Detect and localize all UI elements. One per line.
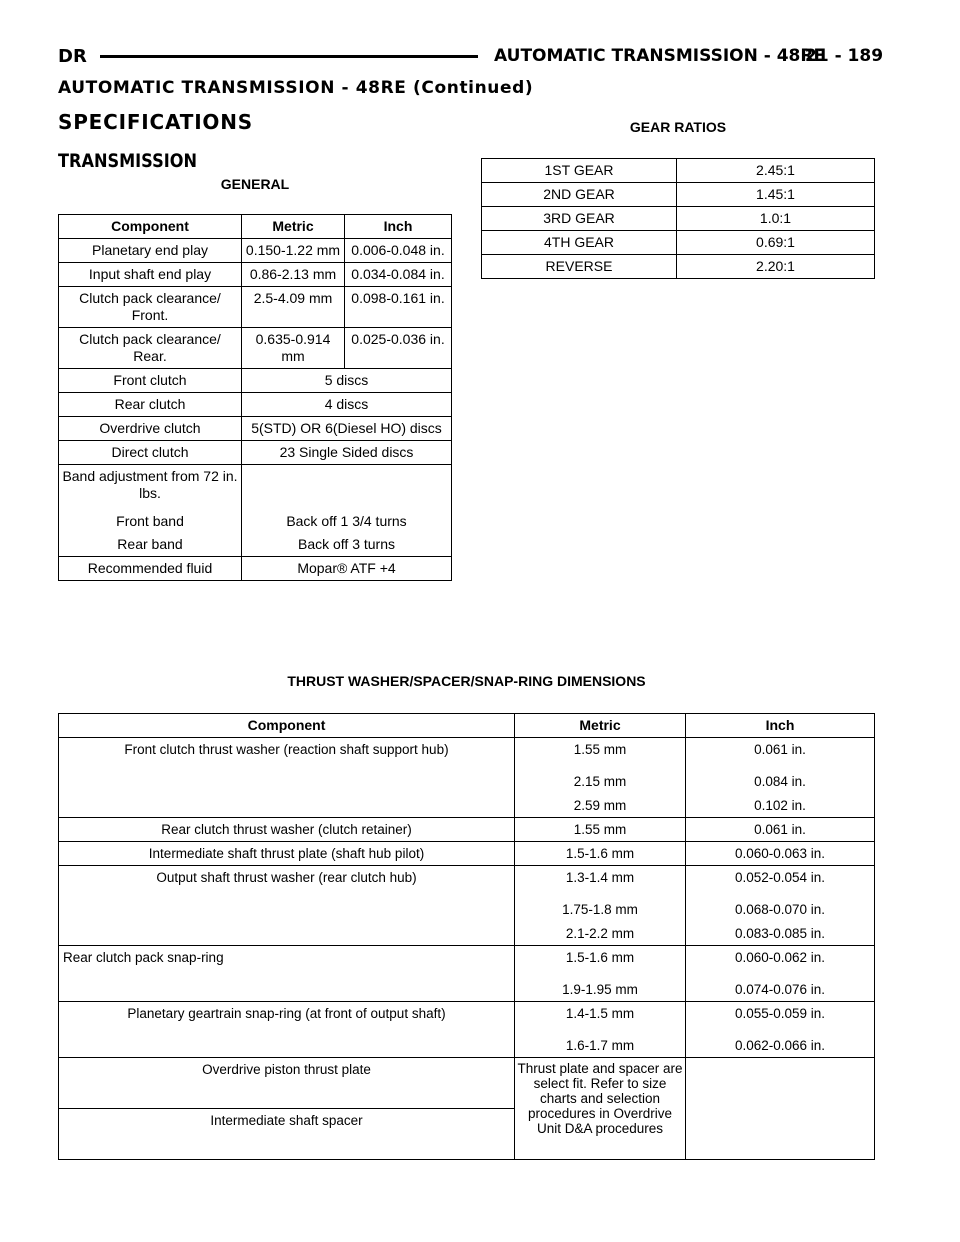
column-header: Component [59,215,242,239]
header-title: AUTOMATIC TRANSMISSION - 48RE [494,46,826,66]
inch-value: 0.060-0.062 in. [734,950,826,965]
inch-value: 0.074-0.076 in. [734,982,826,997]
table-cell [686,1058,875,1160]
table-row [482,159,875,183]
table-cell: 4TH GEAR [482,231,677,255]
table-cell: 23 Single Sided discs [242,441,452,465]
table-cell: 0.006-0.048 in. [345,239,452,263]
table-row [482,255,875,279]
metric-value: 1.3-1.4 mm [565,870,635,885]
column-header: Inch [345,215,452,239]
thrust-dimensions-table [58,713,875,1160]
table-cell: 0.034-0.084 in. [345,263,452,287]
inch-value: 0.055-0.059 in. [734,1006,826,1021]
table-cell: Rear clutch [59,393,242,417]
table-cell: Clutch pack clearance/ Rear. [59,328,242,369]
table-row [59,1002,875,1058]
table-row [59,328,452,369]
table-cell: Thrust plate and spacer are select fit. Refer to size charts and selection procedures in Overdrive Unit D&A procedures [515,1058,686,1160]
subsection-title: TRANSMISSION [58,150,197,172]
table-cell: 0.635-0.914 mm [242,328,345,369]
table-row [59,946,875,1002]
metric-value: 1.4-1.5 mm [565,1006,635,1021]
table-cell [686,738,875,818]
gear-ratios-table [481,158,875,279]
column-header: Inch [686,714,875,738]
table-row [59,239,452,263]
header-rule [100,55,478,58]
table-cell: Clutch pack clearance/ Front. [59,287,242,328]
table-row [482,231,875,255]
table-cell [515,1002,686,1058]
table-cell: 0.86-2.13 mm [242,263,345,287]
continued-heading: AUTOMATIC TRANSMISSION - 48RE (Continued) [58,78,534,98]
table-row [59,369,452,393]
metric-value: 2.15 mm [573,774,627,789]
inch-value: 0.083-0.085 in. [734,926,826,941]
metric-value: 1.6-1.7 mm [565,1038,635,1053]
metric-value: 1.55 mm [573,742,627,757]
table-cell: 1.5-1.6 mm [515,842,686,866]
table-row [59,441,452,465]
table-cell: Front band [59,510,242,533]
table-cell: Back off 1 3/4 turns [242,510,452,533]
column-header: Component [59,714,515,738]
table-cell: Overdrive piston thrust plate [59,1058,515,1109]
table-cell [515,946,686,1002]
table-cell [686,946,875,1002]
inch-value: 0.062-0.066 in. [734,1038,826,1053]
table-cell: Planetary geartrain snap-ring (at front of output shaft) [59,1002,515,1058]
general-caption: GENERAL [220,176,290,192]
table-cell: Rear clutch pack snap-ring [59,946,515,1002]
inch-value: 0.061 in. [754,742,806,757]
table-cell: 3RD GEAR [482,207,677,231]
metric-value: 1.75-1.8 mm [562,902,638,917]
metric-value: 2.59 mm [573,798,627,813]
table-row [59,510,452,533]
table-cell: Recommended fluid [59,557,242,581]
table-row [59,818,875,842]
table-cell: 5(STD) OR 6(Diesel HO) discs [242,417,452,441]
table-cell: 0.098-0.161 in. [345,287,452,328]
table-cell [242,465,452,511]
section-title: SPECIFICATIONS [58,110,253,134]
metric-value: 1.9-1.95 mm [562,982,638,997]
table-row [59,557,452,581]
table-cell: 0.69:1 [677,231,875,255]
table-cell: 4 discs [242,393,452,417]
table-cell: Front clutch thrust washer (reaction shaft support hub) [59,738,515,818]
table-cell [686,866,875,946]
table-cell: Intermediate shaft spacer [59,1109,515,1160]
table-cell: 2.45:1 [677,159,875,183]
table-cell [515,738,686,818]
table-row [59,1058,875,1109]
table-cell: 2.5-4.09 mm [242,287,345,328]
table-cell: REVERSE [482,255,677,279]
table-cell [515,866,686,946]
table-row [59,866,875,946]
metric-value: 1.5-1.6 mm [565,950,635,965]
table-cell: Input shaft end play [59,263,242,287]
table-cell: 1ST GEAR [482,159,677,183]
column-header: Metric [242,215,345,239]
table-cell: 0.025-0.036 in. [345,328,452,369]
table-row [59,533,452,557]
inch-value: 0.102 in. [754,798,806,813]
table-cell: Overdrive clutch [59,417,242,441]
header-section-code: DR [58,46,87,67]
table-row [482,183,875,207]
table-cell: Band adjustment from 72 in. lbs. [59,465,242,511]
inch-value: 0.052-0.054 in. [734,870,826,885]
thrust-caption: THRUST WASHER/SPACER/SNAP-RING DIMENSIONS [287,673,646,689]
table-row [482,207,875,231]
page-number: 21 - 189 [805,46,884,66]
table-cell: 1.55 mm [515,818,686,842]
inch-value: 0.068-0.070 in. [734,902,826,917]
gear-ratios-caption: GEAR RATIOS [629,119,727,135]
table-cell: 0.061 in. [686,818,875,842]
table-cell: 0.150-1.22 mm [242,239,345,263]
table-cell: 5 discs [242,369,452,393]
table-row [59,842,875,866]
table-header-row [59,215,452,239]
table-cell: 1.45:1 [677,183,875,207]
table-cell: Intermediate shaft thrust plate (shaft hub pilot) [59,842,515,866]
table-row [59,393,452,417]
general-table [58,214,452,581]
table-row [59,738,875,818]
inch-value: 0.084 in. [754,774,806,789]
table-cell: Output shaft thrust washer (rear clutch hub) [59,866,515,946]
metric-value: 2.1-2.2 mm [565,926,635,941]
table-cell: Planetary end play [59,239,242,263]
table-cell: 2ND GEAR [482,183,677,207]
column-header: Metric [515,714,686,738]
table-row [59,287,452,328]
table-cell: 0.060-0.063 in. [686,842,875,866]
table-cell: Front clutch [59,369,242,393]
table-cell: Rear band [59,533,242,557]
table-cell: Direct clutch [59,441,242,465]
table-cell: 1.0:1 [677,207,875,231]
table-row [59,417,452,441]
table-row [59,263,452,287]
table-row [59,465,452,511]
table-cell: Mopar® ATF +4 [242,557,452,581]
table-cell: 2.20:1 [677,255,875,279]
table-cell: Back off 3 turns [242,533,452,557]
table-cell [686,1002,875,1058]
table-header-row [59,714,875,738]
table-cell: Rear clutch thrust washer (clutch retainer) [59,818,515,842]
